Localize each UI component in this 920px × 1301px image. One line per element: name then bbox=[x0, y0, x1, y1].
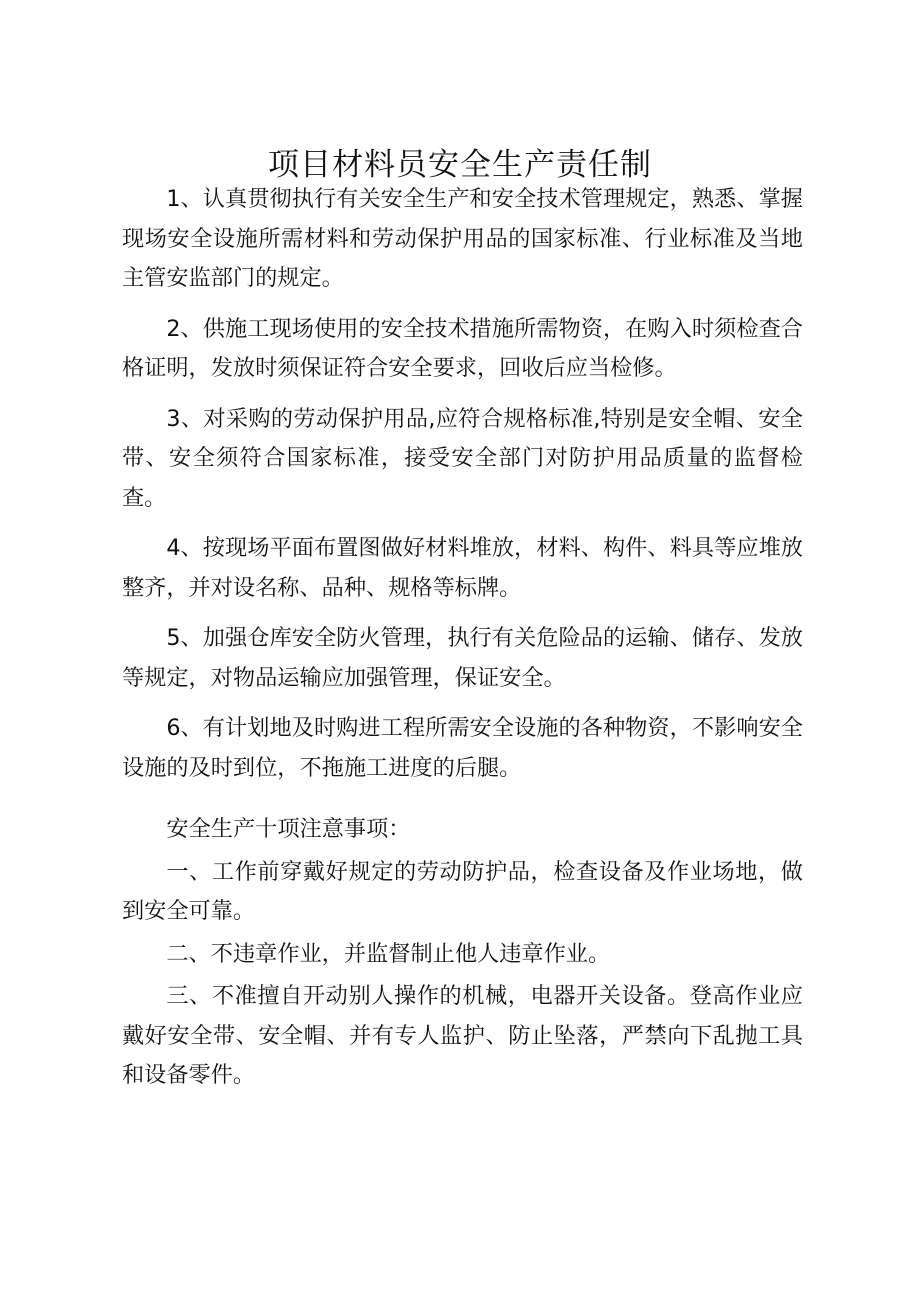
responsibility-item-2: 2、供施工现场使用的安全技术措施所需物资，在购入时须检查合格证明，发放时须保证符合安全要求，回收后应当检修。 bbox=[122, 315, 803, 381]
responsibility-item-3: 3、对采购的劳动保护用品,应符合规格标准,特别是安全帽、安全带、安全须符合国家标准，接受安全部门对防护用品质量的监督检查。 bbox=[122, 405, 803, 511]
responsibilities-section bbox=[122, 180, 803, 788]
safety-notice-heading: 安全生产十项注意事项： bbox=[166, 816, 411, 842]
safety-notice-item-2: 二、不违章作业，并监督制止他人违章作业。 bbox=[166, 940, 611, 967]
responsibility-item-6: 6、有计划地及时购进工程所需安全设施的各种物资，不影响安全设施的及时到位，不拖施工进度的后腿。 bbox=[122, 715, 803, 781]
safety-notice-item-1: 一、工作前穿戴好规定的劳动防护品，检查设备及作业场地，做到安全可靠。 bbox=[122, 858, 803, 924]
responsibility-item-4: 4、按现场平面布置图做好材料堆放，材料、构件、料具等应堆放整齐，并对设名称、品种、规格等标牌。 bbox=[122, 535, 803, 601]
page-title: 项目材料员安全生产责任制 bbox=[268, 146, 652, 183]
safety-notice-item-3: 三、不准擅自开动别人操作的机械，电器开关设备。登高作业应戴好安全带、安全帽、并有专人监护、防止坠落，严禁向下乱抛工具和设备零件。 bbox=[122, 983, 803, 1088]
responsibility-item-5: 5、加强仓库安全防火管理，执行有关危险品的运输、储存、发放等规定，对物品运输应加强管理，保证安全。 bbox=[122, 625, 803, 691]
safety-notice-section bbox=[122, 810, 803, 1096]
responsibility-item-1: 1、认真贯彻执行有关安全生产和安全技术管理规定，熟悉、掌握现场安全设施所需材料和劳动保护用品的国家标准、行业标准及当地主管安监部门的规定。 bbox=[122, 186, 803, 291]
